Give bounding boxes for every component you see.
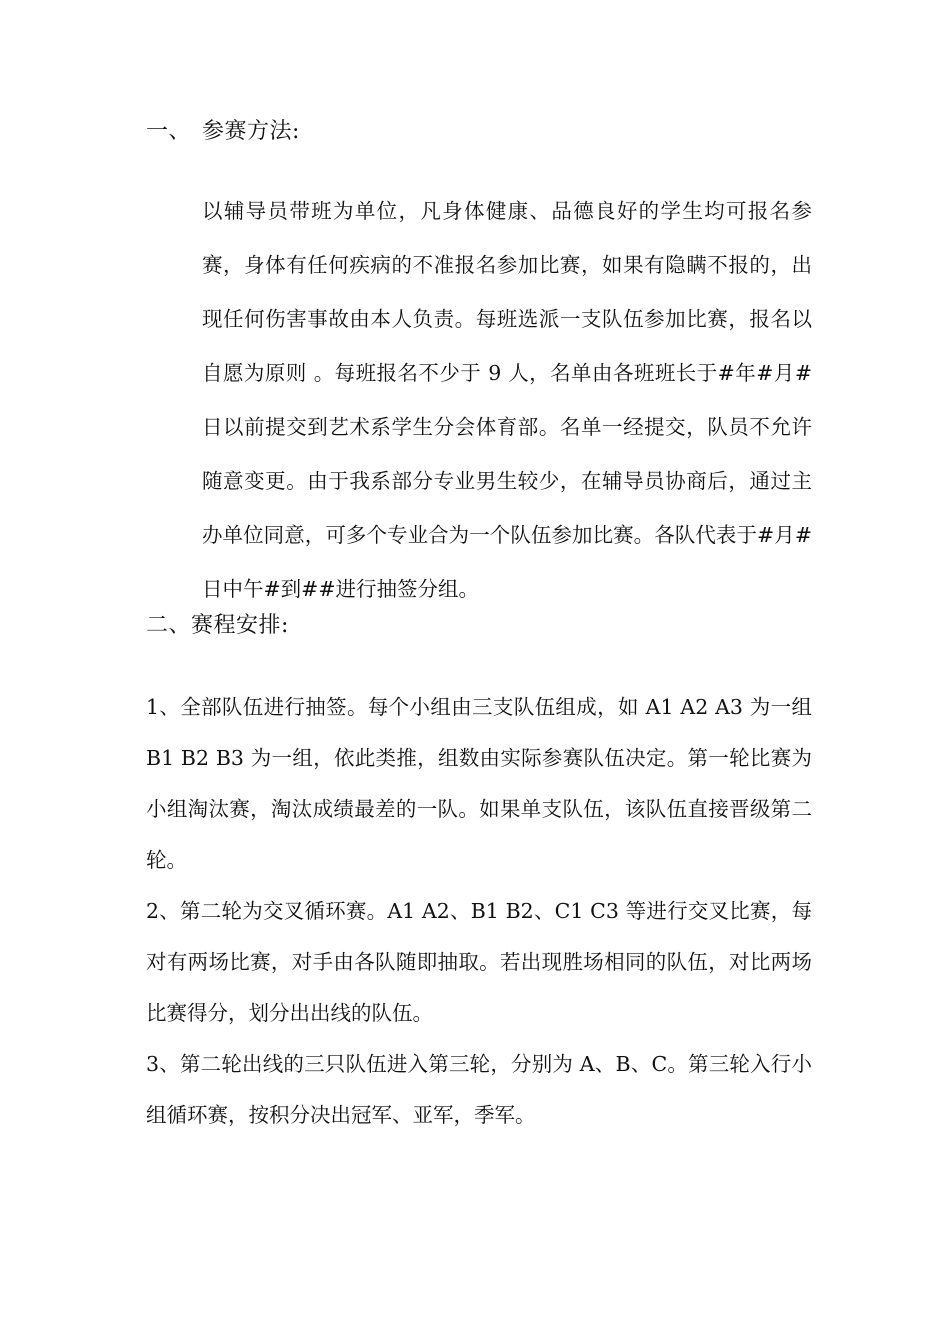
schedule-item-3: 3、第二轮出线的三只队伍进入第三轮，分别为 A、B、C。第三轮入行小组循环赛，按积分决出冠军、亚军，季军。	[146, 1052, 812, 1127]
section-1-heading	[146, 118, 300, 146]
schedule-item-1: 1、全部队伍进行抽签。每个小组由三支队伍组成，如 A1 A2 A3 为一组 B1 B2 B3 为一组，依此类推，组数由实际参赛队伍决定。第一轮比赛为小组淘汰赛，淘汰成绩最差的一队。如果单支队伍，该队伍直接晋级第二轮。	[146, 695, 812, 872]
section-1-title: 参赛方法:	[202, 119, 300, 144]
section-2-heading: 二、赛程安排:	[146, 613, 289, 638]
schedule-list	[146, 682, 812, 1141]
schedule-item-2: 2、第二轮为交叉循环赛。A1 A2、B1 B2、C1 C3 等进行交叉比赛，每对有两场比赛，对手由各队随即抽取。若出现胜场相同的队伍，对比两场比赛得分，划分出出线的队伍。	[146, 899, 812, 1025]
section-1-paragraph: 以辅导员带班为单位，凡身体健康、品德良好的学生均可报名参赛，身体有任何疾病的不准报名参加比赛，如果有隐瞒不报的，出现任何伤害事故由本人负责。每班选派一支队伍参加比赛，报名以自愿为原则 。每班报名不少于 9 人，名单由各班班长于#年#月#日以前提交到艺术系学生分会体育部。名单一经提交，队员不允许随意变更。由于我系部分专业男生较少，在辅导员协商后，通过主办单位同意，可多个专业合为一个队伍参加比赛。各队代表于#月#日中午#到##进行抽签分组。	[202, 199, 812, 601]
section-1-number: 一、	[146, 119, 192, 144]
